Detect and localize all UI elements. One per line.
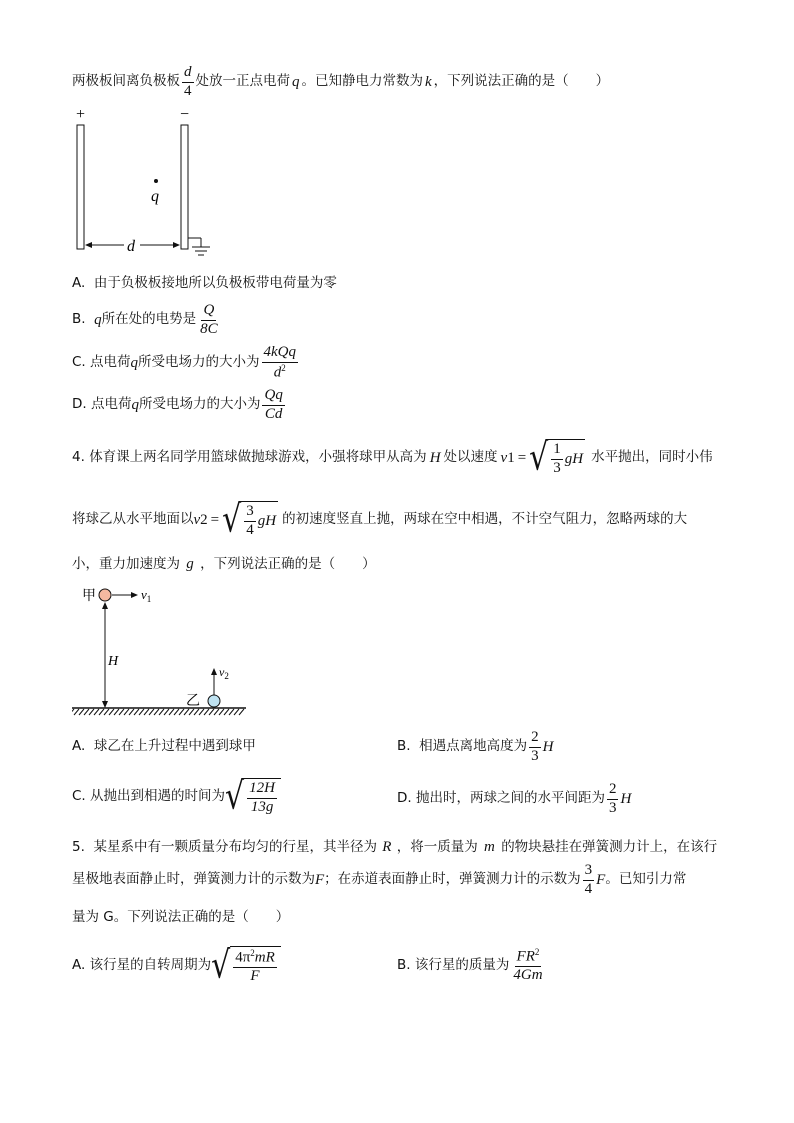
- question-text: 水平抛出，同时小伟: [591, 449, 713, 466]
- variable-H: H: [429, 449, 441, 466]
- intro-text: 两极板间离负极板: [72, 73, 180, 90]
- option-text: 球乙在上升过程中遇到球甲: [93, 738, 256, 754]
- hatch-mark: [124, 709, 129, 715]
- variable-v2: v: [193, 511, 201, 528]
- option-text: 由于负极板接地所以负极板带电荷量为零: [93, 275, 337, 291]
- hatch-mark: [99, 709, 104, 715]
- arrow-head: [102, 701, 108, 708]
- hatch-mark: [134, 709, 139, 715]
- intro-text: 。已知静电力常数为: [301, 73, 423, 90]
- question-text: ；在赤道表面静止时，弹簧测力计的示数为: [324, 871, 581, 888]
- sqrt-expression: √ $\frac{12H}{13g}$: [225, 778, 281, 816]
- hatch-mark: [104, 709, 109, 715]
- variable-q: q: [130, 354, 139, 371]
- hatch-mark: [144, 709, 149, 715]
- intro-text: ，下列说法正确的是（ ）: [433, 73, 610, 90]
- intro-text: 处放一正点电荷: [195, 73, 290, 90]
- variable-q: q: [94, 311, 102, 328]
- option-text: 所受电场力的大小为: [138, 396, 261, 413]
- question-text: 某星系中有一颗质量分布均匀的行星，其半径为: [93, 839, 377, 855]
- option-a[interactable]: [72, 277, 337, 291]
- subscript: 1: [507, 449, 515, 466]
- arrow-head-right: [173, 242, 180, 248]
- option-label: C.: [72, 788, 86, 805]
- q4-line3: [72, 557, 376, 572]
- option-text: 所受电场力的大小为: [138, 354, 260, 371]
- option-c[interactable]: [72, 344, 300, 382]
- ball-yi: [208, 695, 220, 707]
- q5-option-b[interactable]: [397, 946, 547, 986]
- negative-plate: [181, 125, 188, 249]
- question-text: 体育课上两名同学用篮球做抛球游戏，小强将球甲从高为: [89, 449, 427, 466]
- plus-sign: +: [76, 106, 86, 123]
- sqrt-expression: √ $\frac{4\pi^2mR}{F}$: [211, 946, 281, 985]
- fraction: $\frac{Q}{8C}$: [200, 302, 218, 337]
- hatch-mark: [139, 709, 144, 715]
- hatch-mark: [214, 709, 219, 715]
- hatch-mark: [239, 709, 244, 715]
- equals-sign: =: [517, 449, 527, 466]
- q4-line1: [72, 435, 713, 480]
- variable-g: g: [186, 556, 194, 572]
- ball-yi-label: 乙: [186, 693, 200, 709]
- variable-v1: v: [500, 449, 508, 466]
- hatch-mark: [189, 709, 194, 715]
- option-label: A.: [72, 275, 86, 291]
- q5-line2: [72, 860, 686, 900]
- hatch-mark: [74, 709, 79, 715]
- option-label: A.: [72, 957, 86, 974]
- sqrt-expression: √ $\frac{1}{3}$ gH: [529, 435, 584, 480]
- fraction: $\frac{3}{4}$: [584, 862, 593, 897]
- charge-label: q: [151, 188, 159, 205]
- hatch-mark: [179, 709, 184, 715]
- variable-F: F: [596, 871, 606, 888]
- fraction: $\frac{Qq}{Cd}$: [264, 387, 283, 422]
- question-text: 的初速度竖直上抛，两球在空中相遇，不计空气阻力，忽略两球的大: [282, 511, 688, 528]
- fraction: $\frac{2}{3}$: [531, 729, 539, 764]
- hatch-mark: [79, 709, 84, 715]
- option-d[interactable]: [72, 387, 287, 423]
- q4-option-c[interactable]: [72, 776, 281, 818]
- hatch-mark: [194, 709, 199, 715]
- hatch-mark: [114, 709, 119, 715]
- question-number: 4.: [72, 449, 85, 466]
- equals-sign: =: [210, 511, 220, 528]
- option-label: D.: [72, 396, 87, 413]
- option-text: 该行星的自转周期为: [89, 957, 212, 974]
- q4-option-a[interactable]: [72, 740, 256, 754]
- hatch-mark: [209, 709, 214, 715]
- q5-option-a[interactable]: [72, 944, 281, 988]
- q4-line2: [72, 497, 688, 542]
- option-label: C.: [72, 354, 86, 371]
- variable-F: F: [315, 871, 325, 888]
- variable-H: H: [542, 738, 554, 755]
- question-text: 将球乙从水平地面以: [72, 511, 194, 528]
- q4-option-b[interactable]: [397, 728, 554, 766]
- hatch-mark: [169, 709, 174, 715]
- hatch-mark: [219, 709, 224, 715]
- variable-q: q: [131, 396, 139, 413]
- subscript: 2: [200, 511, 208, 528]
- fraction-d-over-4: $\frac{d}{4}$: [184, 64, 192, 99]
- question-text: ，下列说法正确的是（ ）: [200, 556, 376, 572]
- fraction: $\frac{\text{4kQq}}{d^2}$: [263, 344, 297, 381]
- option-text: 抛出时，两球之间的水平间距为: [415, 790, 605, 807]
- variable-m: m: [484, 839, 495, 855]
- variable-R: R: [382, 839, 392, 855]
- option-text: 点电荷: [90, 396, 132, 413]
- hatch-mark: [89, 709, 94, 715]
- projectile-figure: [72, 583, 252, 718]
- option-text: 点电荷: [90, 354, 131, 371]
- hatch-mark: [199, 709, 204, 715]
- ball-jia: [99, 589, 111, 601]
- question-text: 量为 G。下列说法正确的是（ ）: [72, 909, 290, 925]
- question-text: 处以速度: [443, 449, 498, 466]
- capacitor-figure: [70, 105, 230, 265]
- option-label: B.: [397, 957, 411, 974]
- question-text: ，将一质量为: [396, 839, 478, 855]
- hatch-mark: [119, 709, 124, 715]
- hatch-mark: [84, 709, 89, 715]
- v1-label: $v_1$: [141, 587, 152, 604]
- hatch-mark: [229, 709, 234, 715]
- option-label: D.: [397, 790, 412, 807]
- option-label: B.: [72, 311, 86, 328]
- hatch-mark: [224, 709, 229, 715]
- height-label: H: [108, 654, 119, 669]
- question-text: 小，重力加速度为: [72, 556, 180, 572]
- sqrt-expression: √ $\frac{3}{4}$ gH: [222, 497, 277, 542]
- question-number: 5.: [72, 839, 85, 855]
- intro-line: [72, 64, 609, 100]
- variable-q: q: [292, 73, 300, 90]
- question-text: 星极地表面静止时，弹簧测力计的示数为: [72, 871, 315, 888]
- option-text: 相遇点离地高度为: [419, 738, 528, 755]
- q4-option-d[interactable]: [397, 780, 631, 818]
- point-charge-dot: [154, 179, 158, 183]
- fraction: $\frac{2}{3}$: [608, 781, 617, 816]
- option-label: A.: [72, 738, 86, 754]
- hatch-mark: [174, 709, 179, 715]
- question-text: 的物块悬挂在弹簧测力计上，在该行: [501, 839, 718, 855]
- arrow-head: [211, 668, 217, 675]
- hatch-mark: [204, 709, 209, 715]
- minus-sign: −: [180, 106, 190, 123]
- hatch-mark: [129, 709, 134, 715]
- v2-label: $v_2$: [219, 665, 229, 681]
- ball-jia-label: 甲: [82, 588, 96, 604]
- positive-plate: [77, 125, 84, 249]
- option-b[interactable]: [72, 302, 222, 338]
- hatch-mark: [184, 709, 189, 715]
- option-text: 该行星的质量为: [414, 957, 510, 974]
- arrow-head: [102, 602, 108, 609]
- hatch-mark: [149, 709, 154, 715]
- arrow-head: [131, 592, 138, 598]
- option-label: B.: [397, 738, 411, 755]
- option-text: 从抛出到相遇的时间为: [90, 788, 226, 805]
- hatch-mark: [94, 709, 99, 715]
- q5-line1: [72, 840, 717, 855]
- option-text: 所在处的电势是: [101, 311, 197, 328]
- hatch-mark: [72, 709, 74, 715]
- variable-k: k: [425, 73, 432, 90]
- question-text: 。已知引力常: [605, 871, 687, 888]
- hatch-mark: [154, 709, 159, 715]
- fraction: $\frac{FR^2}{4Gm}$: [513, 947, 543, 984]
- hatch-mark: [234, 709, 239, 715]
- hatch-mark: [164, 709, 169, 715]
- variable-H: H: [620, 790, 632, 807]
- ground-hatching: [72, 709, 244, 715]
- q5-line3: [72, 911, 289, 925]
- arrow-head-left: [85, 242, 92, 248]
- hatch-mark: [159, 709, 164, 715]
- distance-label: d: [127, 238, 135, 255]
- hatch-mark: [109, 709, 114, 715]
